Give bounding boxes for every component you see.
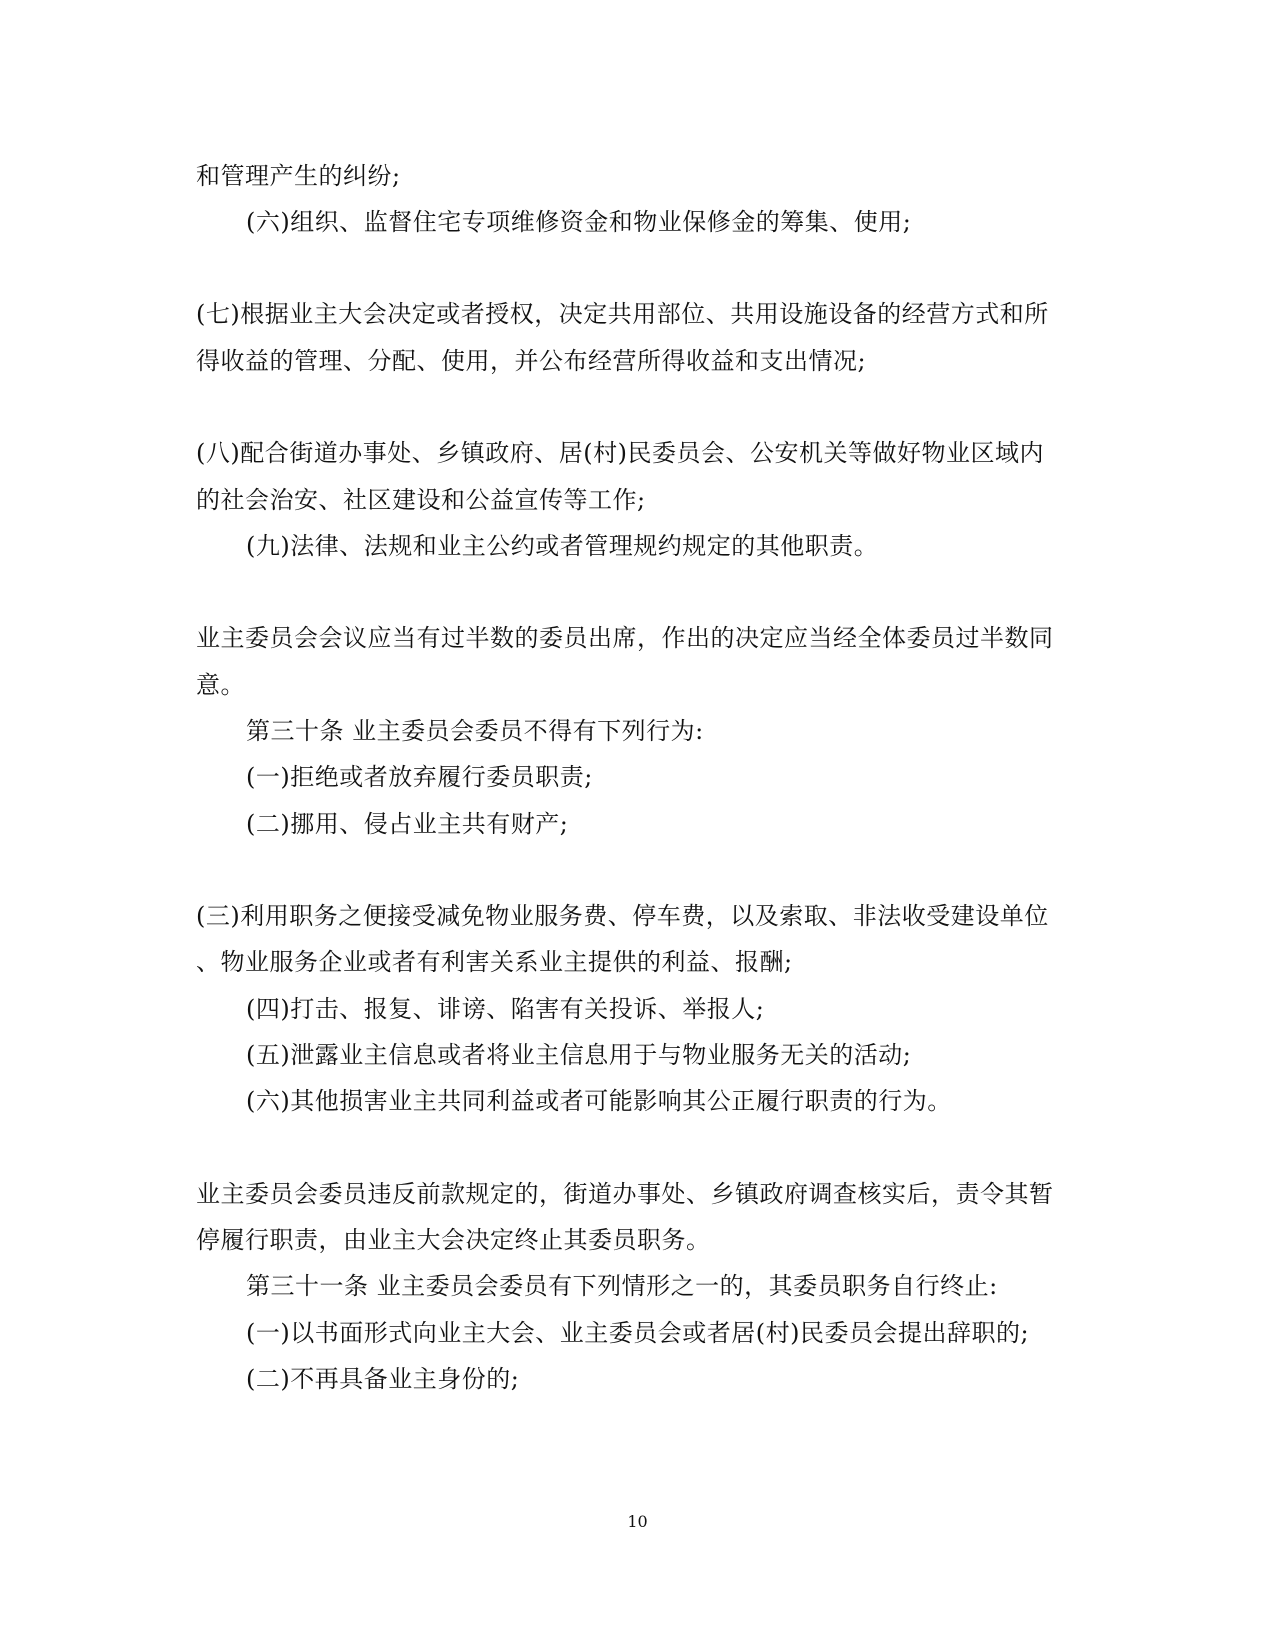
article-heading: 第三十一条 业主委员会委员有下列情形之一的，其委员职务自行终止: — [246, 1272, 998, 1300]
article-heading: 第三十条 业主委员会委员不得有下列行为: — [246, 717, 704, 745]
text-line: (六)其他损害业主共同利益或者可能影响其公正履行职责的行为。 — [246, 1087, 952, 1115]
text-line: (三)利用职务之便接受减免物业服务费、停车费，以及索取、非法收受建设单位 — [196, 902, 1049, 930]
text-line: 、物业服务企业或者有利害关系业主提供的利益、报酬; — [196, 948, 793, 976]
text-line: (七)根据业主大会决定或者授权，决定共用部位、共用设施设备的经营方式和所 — [196, 300, 1049, 328]
text-line: (二)不再具备业主身份的; — [246, 1365, 520, 1393]
text-line: 停履行职责，由业主大会决定终止其委员职务。 — [196, 1226, 711, 1254]
text-line: 得收益的管理、分配、使用，并公布经营所得收益和支出情况; — [196, 347, 867, 375]
page-number: 10 — [627, 1512, 648, 1531]
text-line: 和管理产生的纠纷; — [196, 162, 401, 190]
text-line: (六)组织、监督住宅专项维修资金和物业保修金的筹集、使用; — [246, 208, 912, 236]
text-line: 业主委员会委员违反前款规定的，街道办事处、乡镇政府调查核实后，责令其暂 — [196, 1180, 1054, 1208]
text-line: 业主委员会会议应当有过半数的委员出席，作出的决定应当经全体委员过半数同 — [196, 624, 1054, 652]
text-line: 意。 — [196, 671, 245, 699]
text-line: (一)拒绝或者放弃履行委员职责; — [246, 763, 593, 791]
text-line: (九)法律、法规和业主公约或者管理规约规定的其他职责。 — [246, 532, 879, 560]
text-line: (一)以书面形式向业主大会、业主委员会或者居(村)民委员会提出辞职的; — [246, 1319, 1030, 1347]
text-line: (二)挪用、侵占业主共有财产; — [246, 810, 569, 838]
text-line: (五)泄露业主信息或者将业主信息用于与物业服务无关的活动; — [246, 1041, 912, 1069]
text-line: (八)配合街道办事处、乡镇政府、居(村)民委员会、公安机关等做好物业区域内 — [196, 439, 1044, 467]
text-line: (四)打击、报复、诽谤、陷害有关投诉、举报人; — [246, 995, 765, 1023]
text-line: 的社会治安、社区建设和公益宣传等工作; — [196, 486, 646, 514]
